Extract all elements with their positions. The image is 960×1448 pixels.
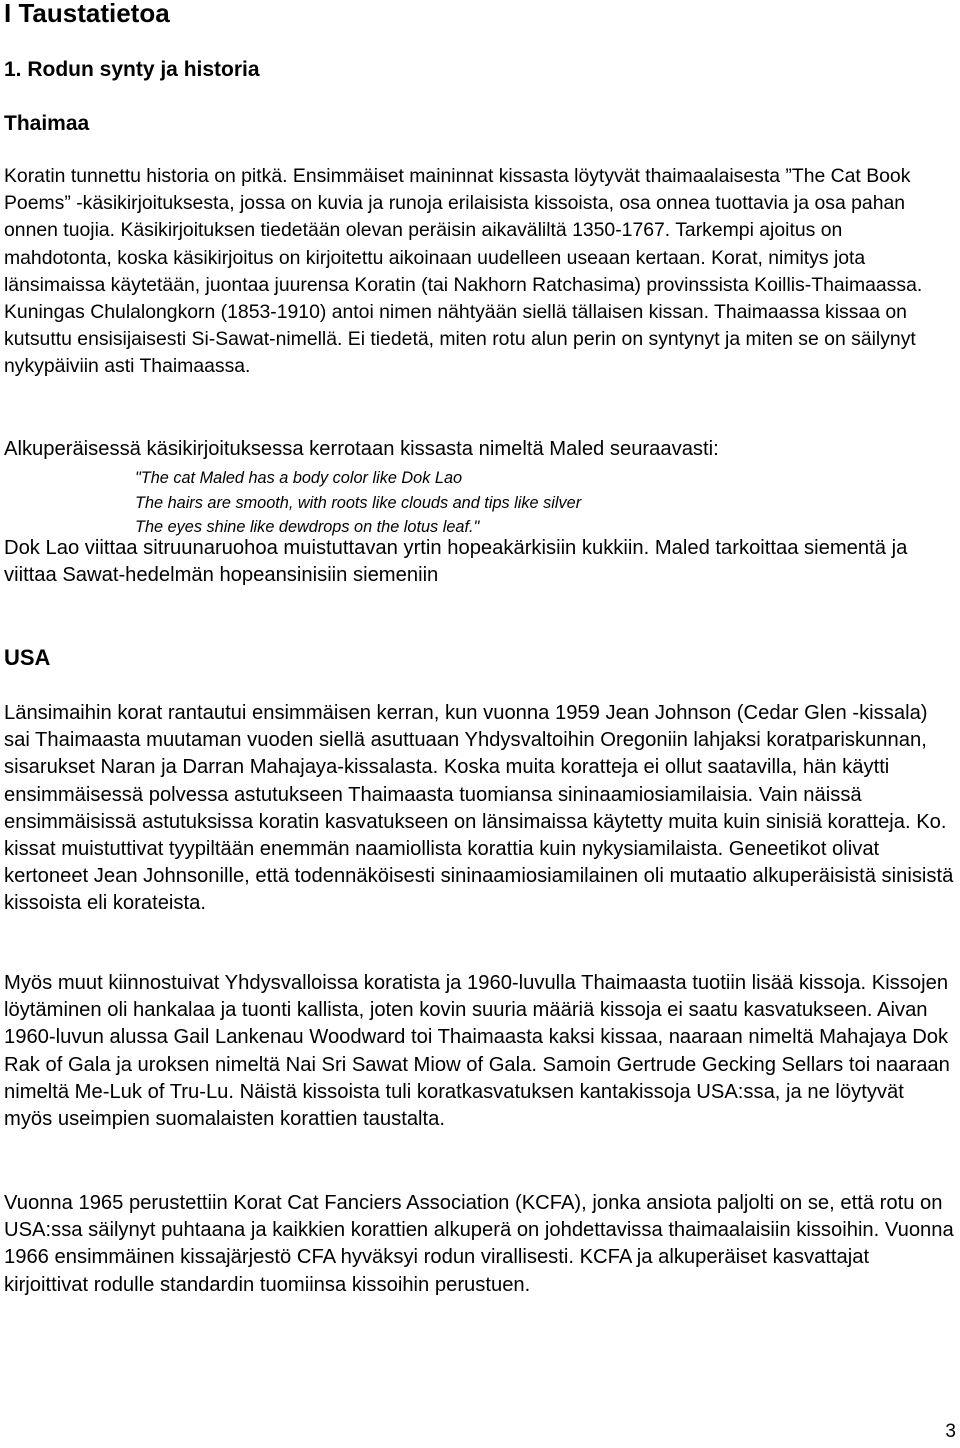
paragraph-thailand-history: Koratin tunnettu historia on pitkä. Ensimmäiset maininnat kissasta löytyvät thaimaalaisesta ”The Cat Book Poems” -käsikirjoituksesta, jossa on kuvia ja runoja erilaisista kissoista, osa onnea tuottavia ja osa pahan onnen tuojia. Käsikirjoituksen tiedetään olevan peräisin aikaväliltä 1350-1767. Tarkempi ajoitus on mahdotonta, koska käsikirjoitus on kirjoitettu aikoinaan uudelleen useaan kertaan. Korat, nimitys jota länsimaissa käytetään, juontaa juurensa Koratin (tai Nakhorn Ratchasima) provinssista Koillis-Thaimaassa. Kuningas Chulalongkorn (1853-1910) antoi nimen nähtyään siellä tällaisen kissan. Thaimaassa kissaa on kutsuttu ensisijaisesti Si-Sawat-nimellä. Ei tiedetä, miten rotu alun perin on syntynyt ja miten se on säilynyt nykypäiviin asti Thaimaassa. [4, 165, 923, 378]
subheading-thailand: Thaimaa [4, 112, 90, 135]
quote-line: The eyes shine like dewdrops on the lotus leaf." [135, 518, 480, 536]
paragraph-usa-kcfa: Vuonna 1965 perustettiin Korat Cat Fanciers Association (KCFA), jonka ansiota paljolti on se, että rotu on USA:ssa säilynyt puhtaana ja kaikkien korattien alkuperä on johdettavissa thaimaalaisiin kissoihin. Vuonna 1966 ensimmäinen kissajärjestö CFA hyväksyi rodun virallisesti. KCFA ja alkuperäiset kasvattajat kirjoittivat rodulle standardin tuomiinsa kissoihin perustuen. [4, 1192, 954, 1296]
paragraph-usa-1960s-imports: Myös muut kiinnostuivat Yhdysvalloissa koratista ja 1960-luvulla Thaimaasta tuotiin lisää kissoja. Kissojen löytäminen oli hankalaa ja tuonti kallista, joten kovin suuria määriä kissoja ei saatu kasvatukseen. Aivan 1960-luvun alussa Gail Lankenau Woodward toi Thaimaasta kaksi kissaa, naaraan nimeltä Mahajaya Dok Rak of Gala ja uroksen nimeltä Nai Sri Sawat Miow of Gala. Samoin Gertrude Gecking Sellars toi naaraan nimeltä Me-Luk of Tru-Lu. Näistä kissoista tuli koratkasvatuksen kantakissoja USA:ssa, ja ne löytyvät myös useimpien suomalaisten korattien taustalta. [4, 972, 950, 1131]
section-heading-breed-history: 1. Rodun synty ja historia [4, 58, 260, 81]
paragraph-dok-lao: Dok Lao viittaa sitruunaruohoa muistuttavan yrtin hopeakärkisiin kukkiin. Maled tarkoittaa siementä ja viittaa Sawat-hedelmän hopeansinisiin siemeniin [4, 537, 908, 587]
document-title: I Taustatietoa [4, 0, 170, 28]
quote-line: The hairs are smooth, with roots like clouds and tips like silver [135, 493, 582, 512]
subheading-usa: USA [4, 645, 51, 670]
paragraph-manuscript-intro: Alkuperäisessä käsikirjoituksessa kerrotaan kissasta nimeltä Maled seuraavasti: [4, 438, 719, 460]
page-number: 3 [945, 1421, 956, 1442]
manuscript-quote [135, 466, 935, 540]
paragraph-usa-first-korats: Länsimaihin korat rantautui ensimmäisen kerran, kun vuonna 1959 Jean Johnson (Cedar Glen -kissala) sai Thaimaasta muutaman vuoden siellä asuttuaan Yhdysvaltoihin Oregoniin lahjaksi koratpariskunnan, sisarukset Naran ja Darran Mahajaya-kissalasta. Koska muita koratteja ei ollut saatavilla, hän käytti ensimmäisessä polvessa astutukseen Thaimaasta tuomiansa sininaamiosiamilaisia. Vain näissä ensimmäisissä astutuksissa koratin kasvatukseen on länsimaissa käytetty muita kuin sinisiä koratteja. Ko. kissat muistuttivat tyypiltään enemmän naamiollista korattia kuin nykysiamilaista. Geneetikot olivat kertoneet Jean Johnsonille, että todennäköisesti sininaamiosiamilainen oli mutaatio alkuperäisistä sinisistä kissoista eli korateista. [4, 702, 954, 915]
quote-line: "The cat Maled has a body color like Dok Lao [135, 469, 463, 487]
